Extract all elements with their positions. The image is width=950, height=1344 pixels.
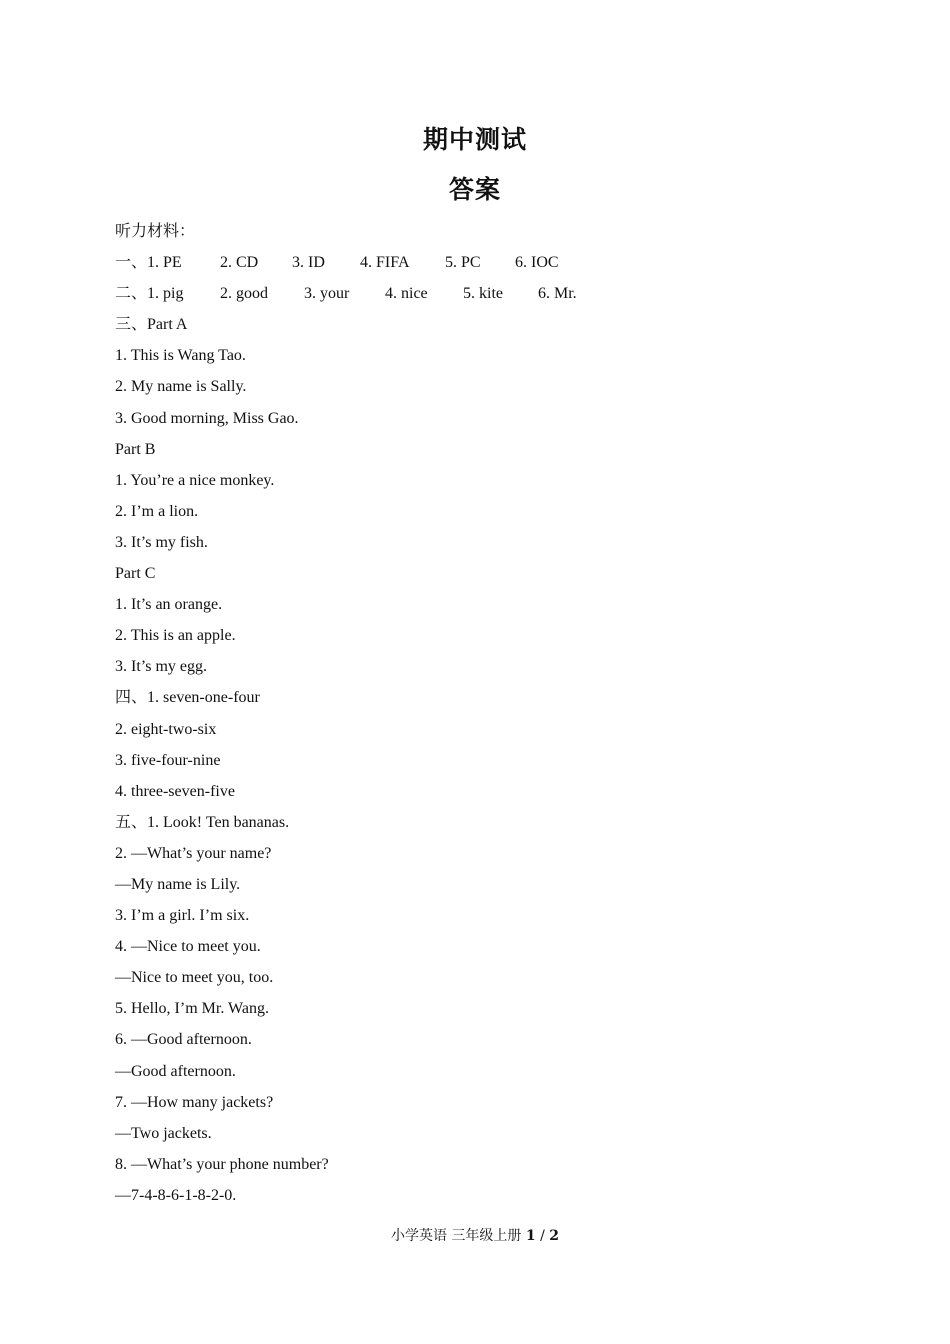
answer-body	[115, 216, 835, 1211]
answer-line: —My name is Lily.	[115, 875, 241, 893]
answer-line: 8. —What’s your phone number?	[115, 1155, 329, 1173]
answer-line: 三、Part A	[115, 316, 188, 334]
answer-item: 3. ID	[292, 254, 325, 272]
answer-line: 3. It’s my egg.	[115, 658, 207, 676]
answer-line: 3. five-four-nine	[115, 751, 221, 769]
page-number-separator: /	[540, 1228, 545, 1244]
page-number-current: 1	[525, 1228, 536, 1244]
answer-line: 3. It’s my fish.	[115, 533, 208, 551]
answer-line: Part C	[115, 565, 156, 583]
answer-line: 2. —What’s your name?	[115, 844, 272, 862]
answer-line: 6. —Good afternoon.	[115, 1031, 252, 1049]
answer-item: 4. nice	[385, 285, 428, 303]
answer-item: 4. FIFA	[360, 254, 410, 272]
answer-item: 6. IOC	[515, 254, 559, 272]
answer-line: 2. This is an apple.	[115, 627, 236, 645]
page-footer	[0, 1226, 950, 1246]
answer-item: 5. kite	[463, 285, 503, 303]
answer-item: 2. CD	[220, 254, 259, 272]
page-title: 期中测试	[422, 125, 527, 154]
answer-line: 2. I’m a lion.	[115, 502, 199, 520]
answer-line	[115, 247, 835, 278]
answer-line: 1. It’s an orange.	[115, 596, 223, 614]
answer-item: 一、1. PE	[115, 254, 182, 272]
answer-line: 2. My name is Sally.	[115, 378, 247, 396]
footer-label: 小学英语 三年级上册	[390, 1228, 522, 1244]
answer-line: 4. three-seven-five	[115, 782, 235, 800]
answer-line: 1. This is Wang Tao.	[115, 347, 246, 365]
answer-line	[115, 278, 835, 309]
answer-line: 1. You’re a nice monkey.	[115, 471, 275, 489]
answer-item: 5. PC	[445, 254, 481, 272]
answer-line: —Two jackets.	[115, 1124, 212, 1142]
answer-item: 二、1. pig	[115, 285, 184, 303]
answer-item: 3. your	[304, 285, 350, 303]
answer-line: 四、1. seven-one-four	[115, 689, 260, 707]
answer-line: —Nice to meet you, too.	[115, 969, 274, 987]
answer-line: 3. I’m a girl. I’m six.	[115, 907, 250, 925]
answer-line: 7. —How many jackets?	[115, 1093, 274, 1111]
answer-line: 4. —Nice to meet you.	[115, 938, 261, 956]
answer-line: 五、1. Look! Ten bananas.	[115, 813, 290, 831]
answer-line: —7-4-8-6-1-8-2-0.	[115, 1186, 237, 1204]
answer-item: 6. Mr.	[538, 285, 577, 303]
answer-line: 2. eight-two-six	[115, 720, 217, 738]
answer-line: 听力材料：	[115, 223, 196, 240]
answer-item: 2. good	[220, 285, 268, 303]
answer-line: —Good afternoon.	[115, 1062, 236, 1080]
page-number-total: 2	[549, 1228, 560, 1244]
answer-line: 5. Hello, I’m Mr. Wang.	[115, 1000, 269, 1018]
answer-line: 3. Good morning, Miss Gao.	[115, 409, 299, 427]
answer-line: Part B	[115, 440, 156, 458]
page-subtitle: 答案	[448, 175, 501, 204]
